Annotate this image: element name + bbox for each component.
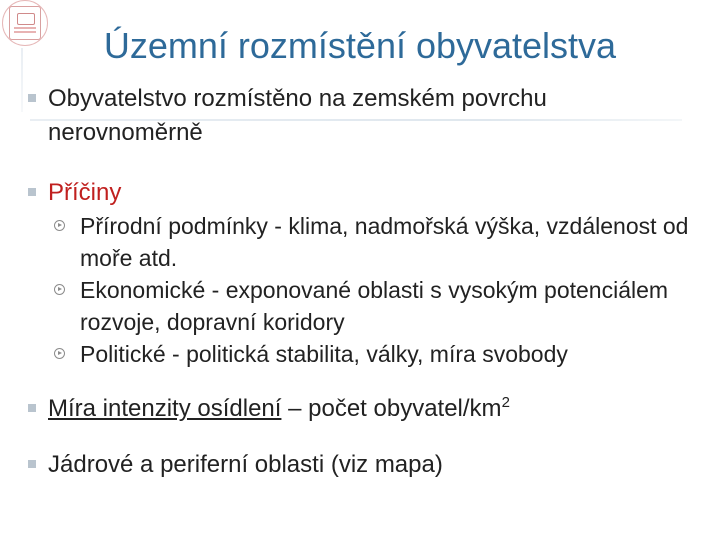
bullet-text: Obyvatelstvo rozmístěno na zemském povrchu nerovnoměrně	[48, 85, 547, 146]
sub-list-container	[24, 210, 704, 370]
slide-title: Územní rozmístění obyvatelstva	[103, 25, 617, 66]
sub-bullet-item	[48, 338, 704, 370]
underlined-term-link[interactable]: Míra intenzity osídlení	[48, 395, 282, 422]
square-bullet-icon	[28, 404, 36, 412]
bullet-item-4	[24, 448, 704, 482]
bullet-item-1	[24, 82, 704, 158]
bullet-item-2	[24, 176, 704, 210]
square-bullet-icon	[28, 94, 36, 102]
circle-arrow-icon	[54, 348, 65, 359]
sub-bullet-text: Ekonomické - exponované oblasti s vysokým potenciálem rozvoje, dopravní koridory	[80, 277, 669, 335]
sub-bullet-list	[48, 210, 704, 370]
sub-bullet-text: Přírodní podmínky - klima, nadmořská výška, vzdálenost od moře atd.	[80, 213, 689, 271]
bullet-list	[24, 82, 704, 482]
square-bullet-icon	[28, 188, 36, 196]
bullet-text: – počet obyvatel/km	[281, 395, 502, 422]
sub-bullet-item	[48, 210, 704, 274]
circle-arrow-icon	[54, 220, 65, 231]
circle-arrow-icon	[54, 284, 65, 295]
sub-bullet-item	[48, 274, 704, 338]
bullet-item-3	[24, 392, 704, 426]
bullet-text: Jádrové a periferní oblasti (viz mapa)	[48, 451, 443, 478]
square-bullet-icon	[28, 460, 36, 468]
bullet-text: Příčiny	[48, 179, 122, 206]
superscript: 2	[501, 394, 510, 411]
sub-bullet-text: Politické - politická stabilita, války, míra svobody	[80, 341, 568, 367]
